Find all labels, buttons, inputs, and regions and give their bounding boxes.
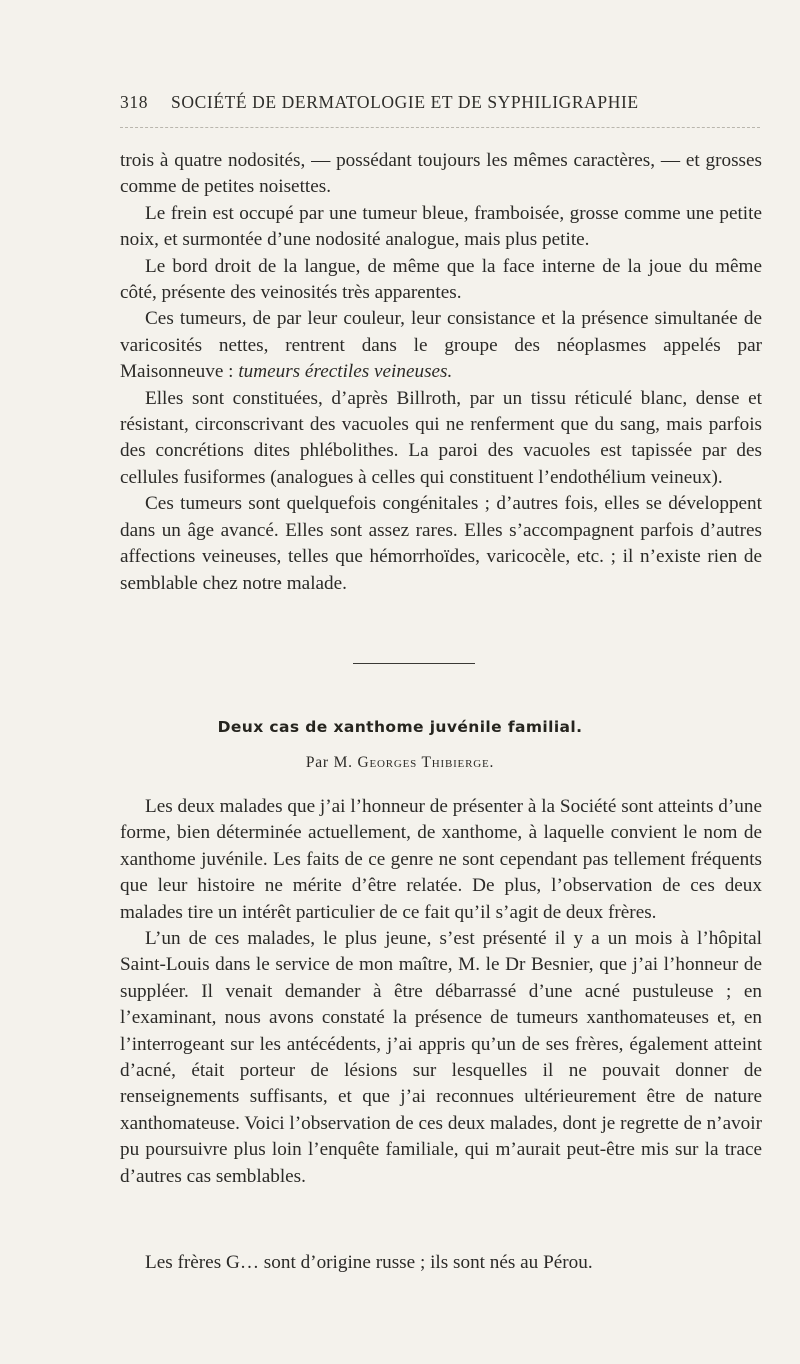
paragraph: Elles sont constituées, d’après Billroth, par un tissu réticulé blanc, dense et résistant, circonscrivant des vacuoles qui ne renferment que du sang, mais parfois des concrétions dites phlébolithes. La paroi des vacuoles est tapissée par des cellules fusiformes (analogues à celles qui constituent l’endothélium veineux).	[120, 387, 762, 488]
section-separator	[353, 663, 475, 664]
emphasized-term: tumeurs érectiles veineuses.	[238, 361, 453, 383]
continued-text	[120, 148, 762, 597]
paragraph: Les frères G… sont d’origine russe ; ils sont nés au Pérou.	[145, 1252, 593, 1273]
article-body	[120, 794, 762, 1190]
author-name: Georges Thibierge.	[357, 754, 495, 771]
paragraph: trois à quatre nodosités, — possédant toujours les mêmes caractères, — et grosses comme de petites noisettes.	[120, 150, 762, 198]
paragraph: Les deux malades que j’ai l’honneur de présenter à la Société sont atteints d’une forme, bien déterminée actuellement, de xanthome, à laquelle convient le nom de xanthome juvénile. Les faits de ce genre ne sont cependant pas tellement fréquents que leur histoire ne mérite d’être relatée. De plus, l’observation de ces deux malades tire un intérêt particulier de ce fait qu’il s’agit de deux frères.	[120, 796, 762, 923]
article-title: Deux cas de xanthome juvénile familial.	[217, 718, 583, 736]
byline-prefix: Par M.	[305, 754, 353, 771]
paragraph-text: Ces tumeurs, de par leur couleur, leur consistance et la présence simultanée de varicosités nettes, rentrent dans le groupe des néoplasmes appelés par Maisonneuve :	[120, 308, 762, 383]
paragraph	[120, 306, 762, 385]
article-byline	[0, 754, 800, 772]
running-header	[120, 92, 760, 113]
page-number: 318	[120, 92, 149, 112]
running-title: SOCIÉTÉ DE DERMATOLOGIE ET DE SYPHILIGRAPHIE	[171, 92, 639, 112]
header-rule	[120, 127, 760, 129]
paragraph: Ces tumeurs sont quelquefois congénitales ; d’autres fois, elles se développent dans un âge avancé. Elles sont assez rares. Elles s’accompagnent parfois d’autres affections veineuses, telles que hémorrhoïdes, varicocèle, etc. ; il n’existe rien de semblable chez notre malade.	[120, 493, 762, 594]
paragraph: L’un de ces malades, le plus jeune, s’est présenté il y a un mois à l’hôpital Saint-Louis dans le service de mon maître, M. le Dr Besnier, que j’ai l’honneur de suppléer. Il venait demander à être débarrassé d’une acné pustuleuse ; en l’examinant, nous avons constaté la présence de tumeurs xanthomateuses et, en l’interrogeant sur les antécédents, j’ai appris qu’un de ses frères, également atteint d’acné, était porteur de lésions sur lesquelles il ne pouvait donner de renseignements suffisants, et que j’ai reconnues ultérieurement être de nature xanthomateuse. Voici l’observation de ces deux malades, dont je regrette de n’avoir pu poursuivre plus loin l’enquête familiale, qui m’aurait peut-être mis sur la trace d’autres cas semblables.	[120, 928, 762, 1187]
paragraph: Le frein est occupé par une tumeur bleue, framboisée, grosse comme une petite noix, et surmontée d’une nodosité analogue, mais plus petite.	[120, 202, 762, 251]
paragraph: Le bord droit de la langue, de même que la face interne de la joue du même côté, présente des veinosités très apparentes.	[120, 255, 762, 304]
